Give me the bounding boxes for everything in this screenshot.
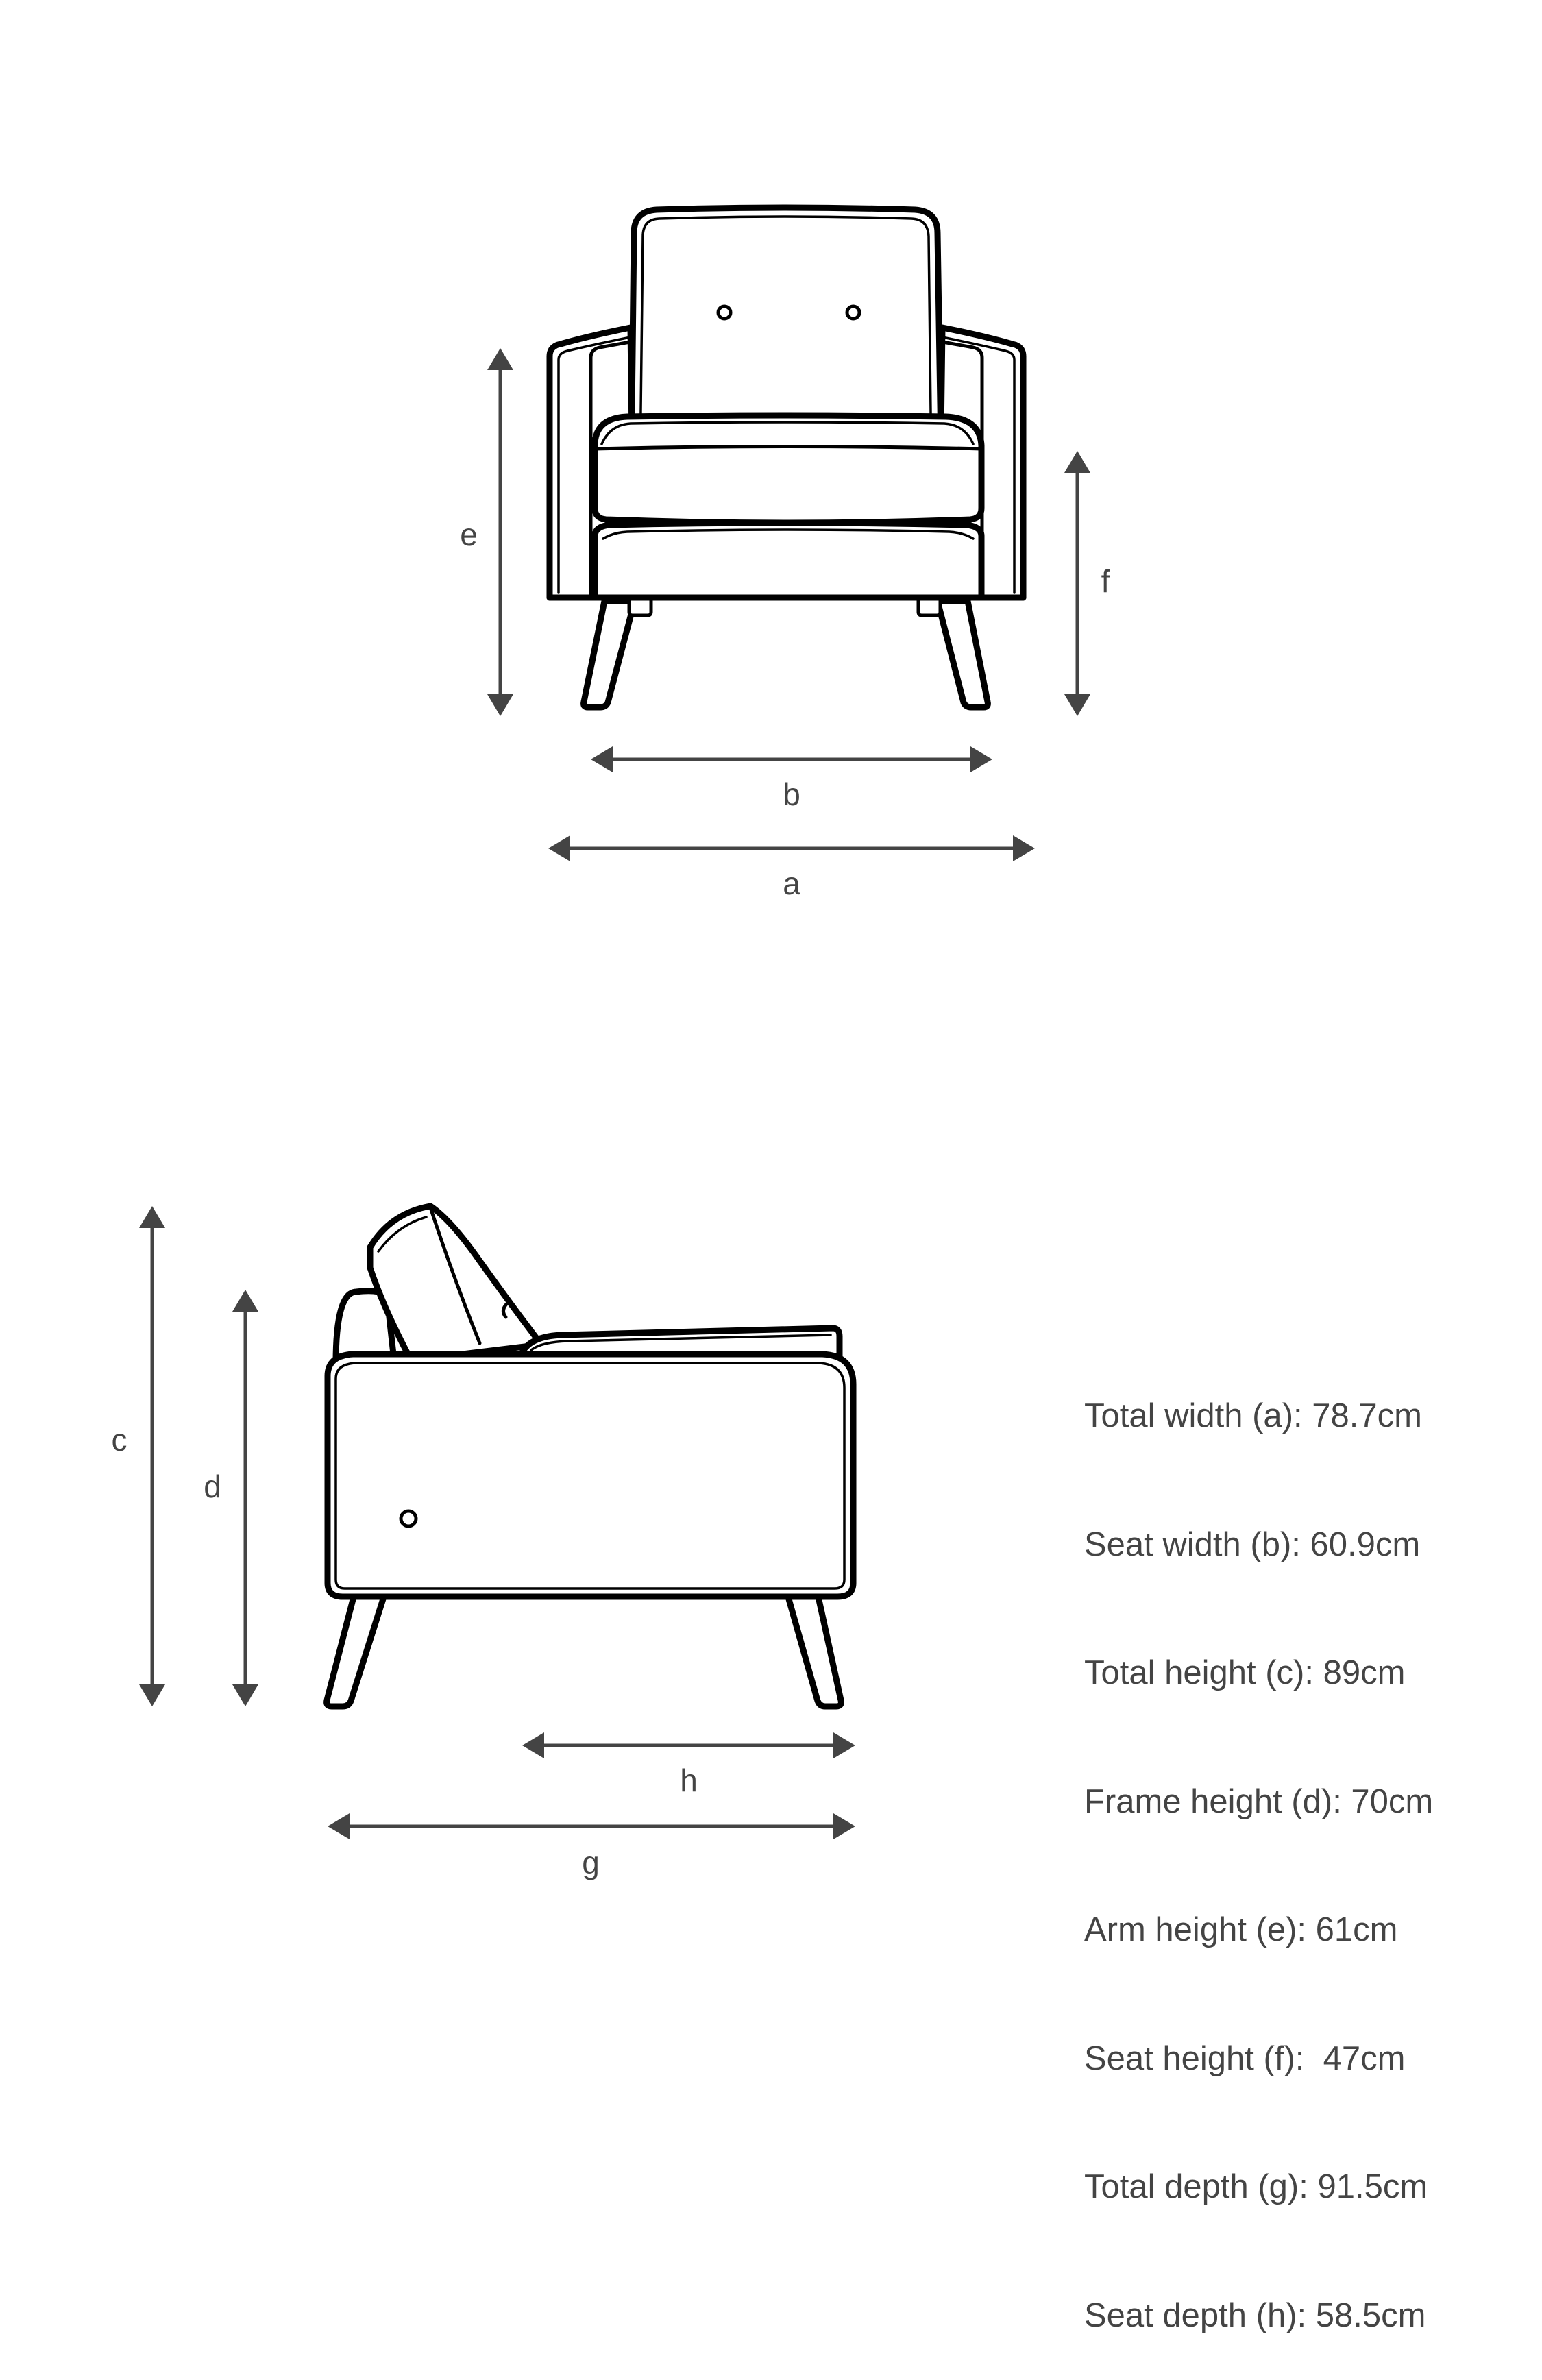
side-dimension-g [328,1813,855,1880]
dimension-label-d: d [204,1469,221,1504]
side-back-leg [788,1597,841,1706]
front-dimension-e [460,348,513,716]
spec-total-height: Total height (c): 89cm [1084,1654,1406,1691]
dimension-label-f: f [1101,563,1110,599]
spec-total-depth: Total depth (g): 91.5cm [1084,2168,1428,2205]
side-dimension-d [204,1290,258,1706]
specifications-list [1084,1309,1433,2380]
front-seat-base [595,523,981,598]
front-view-armchair [550,208,1023,707]
side-view-armchair [327,1206,853,1706]
front-dimension-a [548,835,1035,901]
front-right-button [847,306,859,319]
front-right-leg [938,601,988,707]
spec-seat-width: Seat width (b): 60.9cm [1084,1525,1421,1563]
dimension-label-c: c [111,1422,127,1458]
front-left-button [718,306,731,319]
spec-total-width: Total width (a): 78.7cm [1084,1397,1422,1434]
side-dimension-h [522,1732,855,1798]
dimension-label-g: g [582,1845,600,1880]
front-left-leg [584,601,635,707]
dimension-label-e: e [460,517,478,552]
spec-seat-height: Seat height (f): 47cm [1084,2039,1406,2077]
front-dimension-f [1064,451,1110,716]
spec-arm-height: Arm height (e): 61cm [1084,1911,1398,1948]
front-seat-cushion [595,415,981,523]
front-dimension-b [591,746,992,812]
side-front-leg [327,1597,384,1706]
dimension-label-h: h [680,1763,698,1798]
side-button [401,1511,416,1526]
side-frame-body [328,1354,853,1597]
side-dimension-c [112,1206,166,1706]
dimension-label-b: b [783,776,800,812]
dimension-label-a: a [783,866,800,901]
spec-frame-height: Frame height (d): 70cm [1084,1782,1434,1820]
spec-seat-depth: Seat depth (h): 58.5cm [1084,2296,1426,2334]
